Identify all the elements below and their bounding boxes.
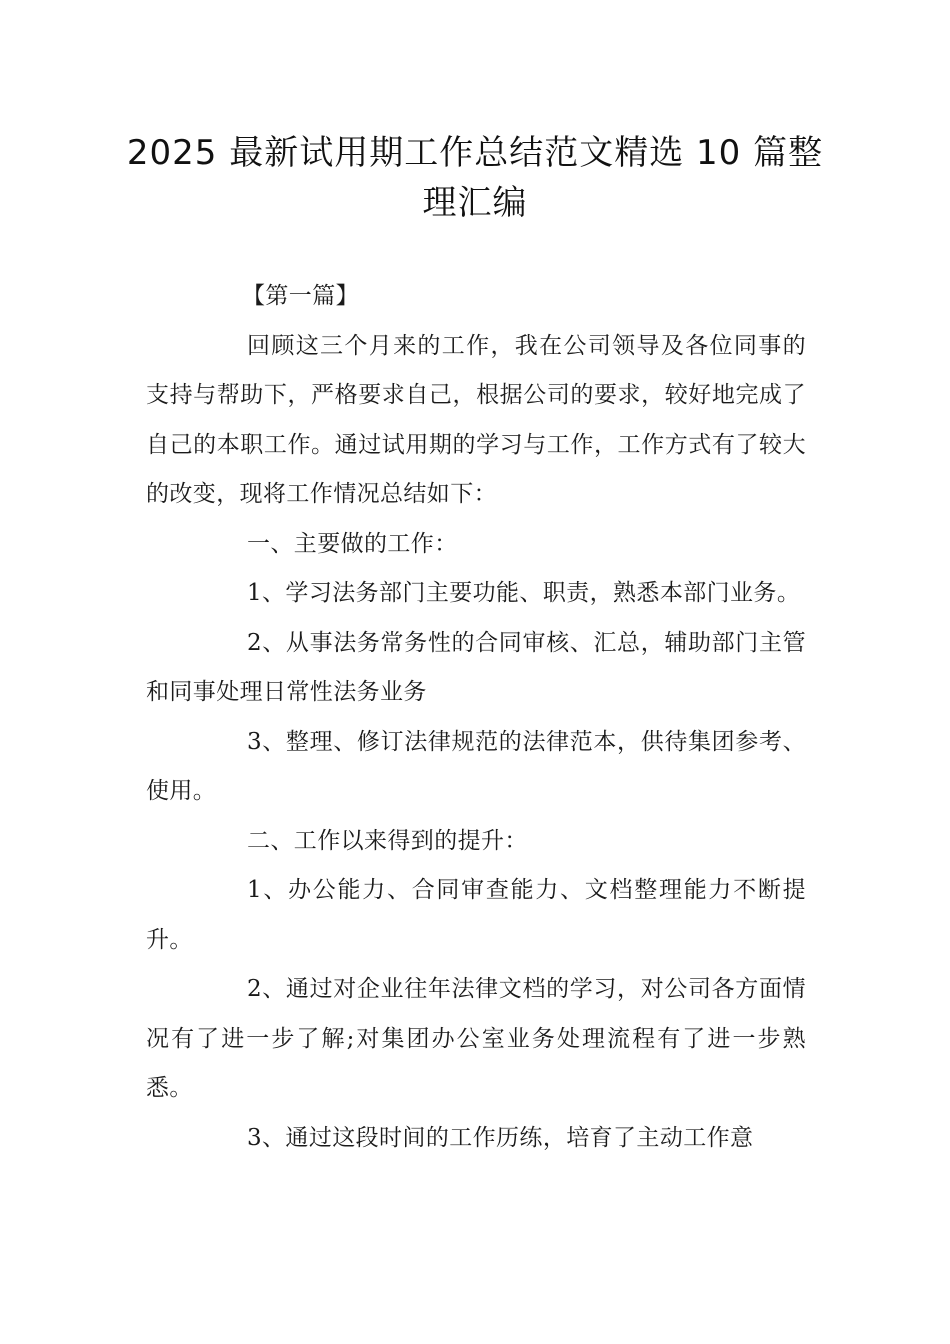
paragraph-intro: 回顾这三个月来的工作，我在公司领导及各位同事的支持与帮助下，严格要求自己，根据公司的要求，较好地完成了自己的本职工作。通过试用期的学习与工作，工作方式有了较大的改变，现将工作情况总结如下：	[146, 332, 806, 507]
paragraph-item: 3、整理、修订法律规范的法律范本，供待集团参考、使用。	[146, 728, 806, 804]
paragraph-heading-main-work: 一、主要做的工作：	[247, 530, 458, 557]
paragraph-item: 1、学习法务部门主要功能、职责，熟悉本部门业务。	[247, 580, 801, 606]
paragraph-heading-improvement: 二、工作以来得到的提升：	[247, 827, 528, 854]
document-body	[146, 272, 806, 1163]
section-label: 【第一篇】	[242, 283, 359, 309]
document-title: 2025 最新试用期工作总结范文精选 10 篇整理汇编	[126, 133, 824, 223]
paragraph-item: 3、通过这段时间的工作历练，培育了主动工作意	[247, 1124, 754, 1151]
paragraph-item: 2、通过对企业往年法律文档的学习，对公司各方面情况有了进一步了解;对集团办公室业务处理流程有了进一步熟悉。	[146, 976, 806, 1101]
paragraph-item: 2、从事法务常务性的合同审核、汇总，辅助部门主管和同事处理日常性法务业务	[146, 629, 806, 705]
paragraph-item: 1、办公能力、合同审查能力、文档整理能力不断提升。	[146, 877, 806, 953]
